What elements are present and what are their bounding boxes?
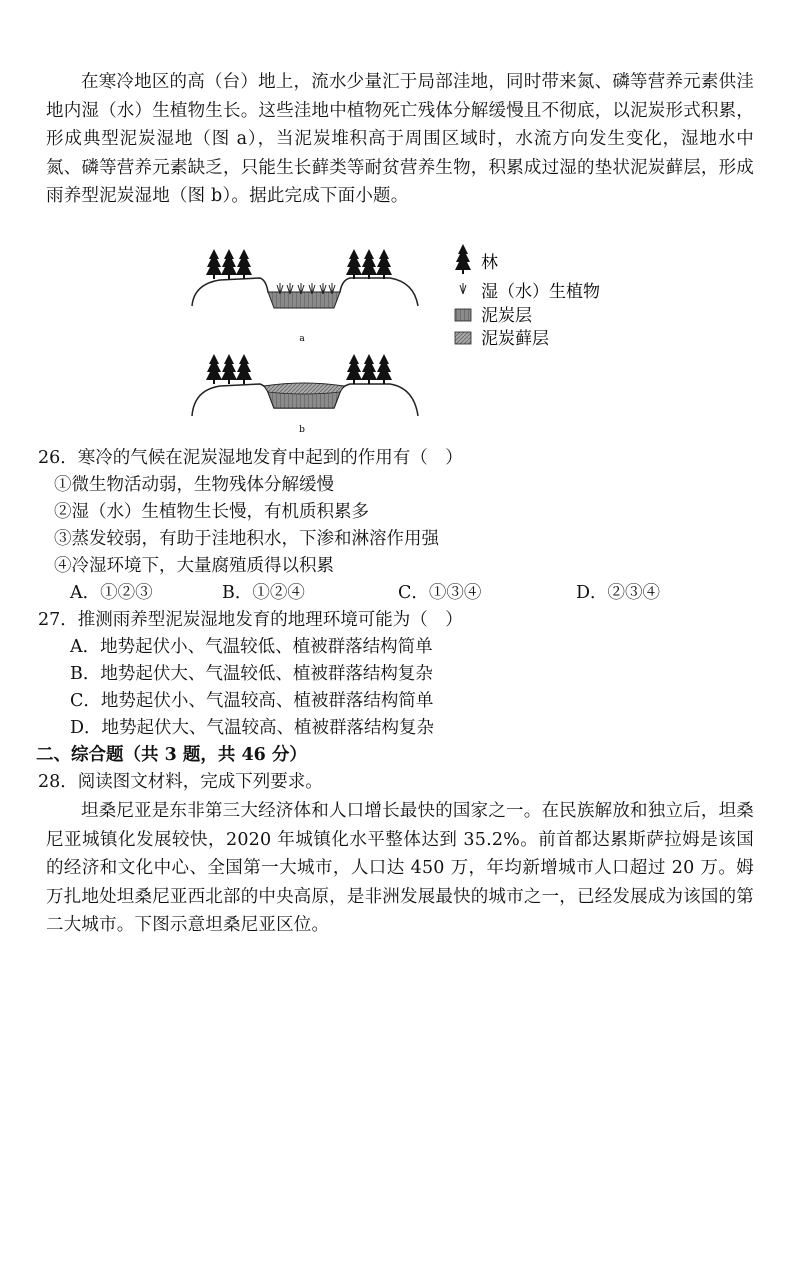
peat-legend-swatch — [455, 309, 471, 321]
q26-item-2: ②湿（水）生植物生长慢，有机质积累多 — [54, 502, 369, 522]
wetland-plant-legend-icon — [460, 283, 466, 294]
q26-option-d[interactable]: D．②③④ — [576, 583, 661, 603]
q27-option-b[interactable]: B．地势起伏大、气温较低、植被群落结构复杂 — [70, 664, 433, 684]
diagram-b — [192, 354, 418, 435]
legend-peat: 泥炭层 — [481, 306, 532, 326]
legend-forest: 林 — [481, 253, 498, 273]
forest-a-right — [346, 249, 392, 279]
legend — [455, 244, 600, 349]
q28-paragraph: 坦桑尼亚是东非第三大经济体和人口增长最快的国家之一。在民族解放和独立后，坦桑尼亚城镇化发展较快，2020 年城镇化水平整体达到 35.2%。前首都达累斯萨拉姆是该国的经济和文化中心、全国第一大城市，人口达 450 万，年均新增城市人口超过 20 万。姆万扎地处坦桑尼亚西北部的中央高原，是非洲发展最快的城市之一，已经发展成为该国的第二大城市。下图示意坦桑尼亚区位。 — [46, 801, 754, 935]
q26-item-3: ③蒸发较弱，有助于洼地积水，下渗和淋溶作用强 — [54, 529, 439, 549]
peat-wetland-figure — [180, 240, 630, 440]
intro-paragraph: 在寒冷地区的高（台）地上，流水少量汇于局部洼地，同时带来氮、磷等营养元素供洼地内湿（水）生植物生长。这些洼地中植物死亡残体分解缓慢且不彻底，以泥炭形式积累，形成典型泥炭湿地（图 a），当泥炭堆积高于周围区域时，水流方向发生变化，湿地水中氮、磷等营养元素缺乏，只能生长藓类等耐贫营养生物，积累成过湿的垫状泥炭藓层，形成雨养型泥炭湿地（图 b）。据此完成下面小题。 — [46, 72, 754, 206]
q26-item-1: ①微生物活动弱，生物残体分解缓慢 — [54, 475, 334, 495]
forest-legend-icon — [455, 244, 471, 274]
forest-a-left — [206, 249, 252, 279]
legend-wetland-plant: 湿（水）生植物 — [481, 282, 600, 302]
legend-peat-moss: 泥炭藓层 — [481, 329, 549, 349]
q26-option-a[interactable]: A．①②③ — [70, 583, 153, 603]
label-b: b — [299, 425, 305, 435]
peat-layer-a — [268, 292, 340, 308]
q27-option-d[interactable]: D．地势起伏大、气温较高、植被群落结构复杂 — [70, 718, 435, 738]
diagram-a — [192, 249, 418, 344]
q26-stem: 26．寒冷的气候在泥炭湿地发育中起到的作用有（ ） — [38, 448, 463, 468]
peat-moss-legend-swatch — [455, 332, 471, 344]
q28-stem: 28．阅读图文材料，完成下列要求。 — [38, 772, 323, 792]
peat-layer-b — [268, 392, 340, 408]
q26-option-c[interactable]: C．①③④ — [398, 583, 482, 603]
forest-b-left — [206, 354, 252, 384]
q26-item-4: ④冷湿环境下，大量腐殖质得以积累 — [54, 556, 334, 576]
section-2-heading: 二、综合题（共 3 题，共 46 分） — [36, 745, 307, 765]
q26-option-b[interactable]: B．①②④ — [222, 583, 305, 603]
forest-b-right — [346, 354, 392, 384]
label-a: a — [299, 334, 305, 344]
q27-stem: 27．推测雨养型泥炭湿地发育的地理环境可能为（ ） — [38, 610, 463, 630]
q27-option-c[interactable]: C．地势起伏小、气温较高、植被群落结构简单 — [70, 691, 434, 711]
q27-option-a[interactable]: A．地势起伏小、气温较低、植被群落结构简单 — [70, 637, 433, 657]
